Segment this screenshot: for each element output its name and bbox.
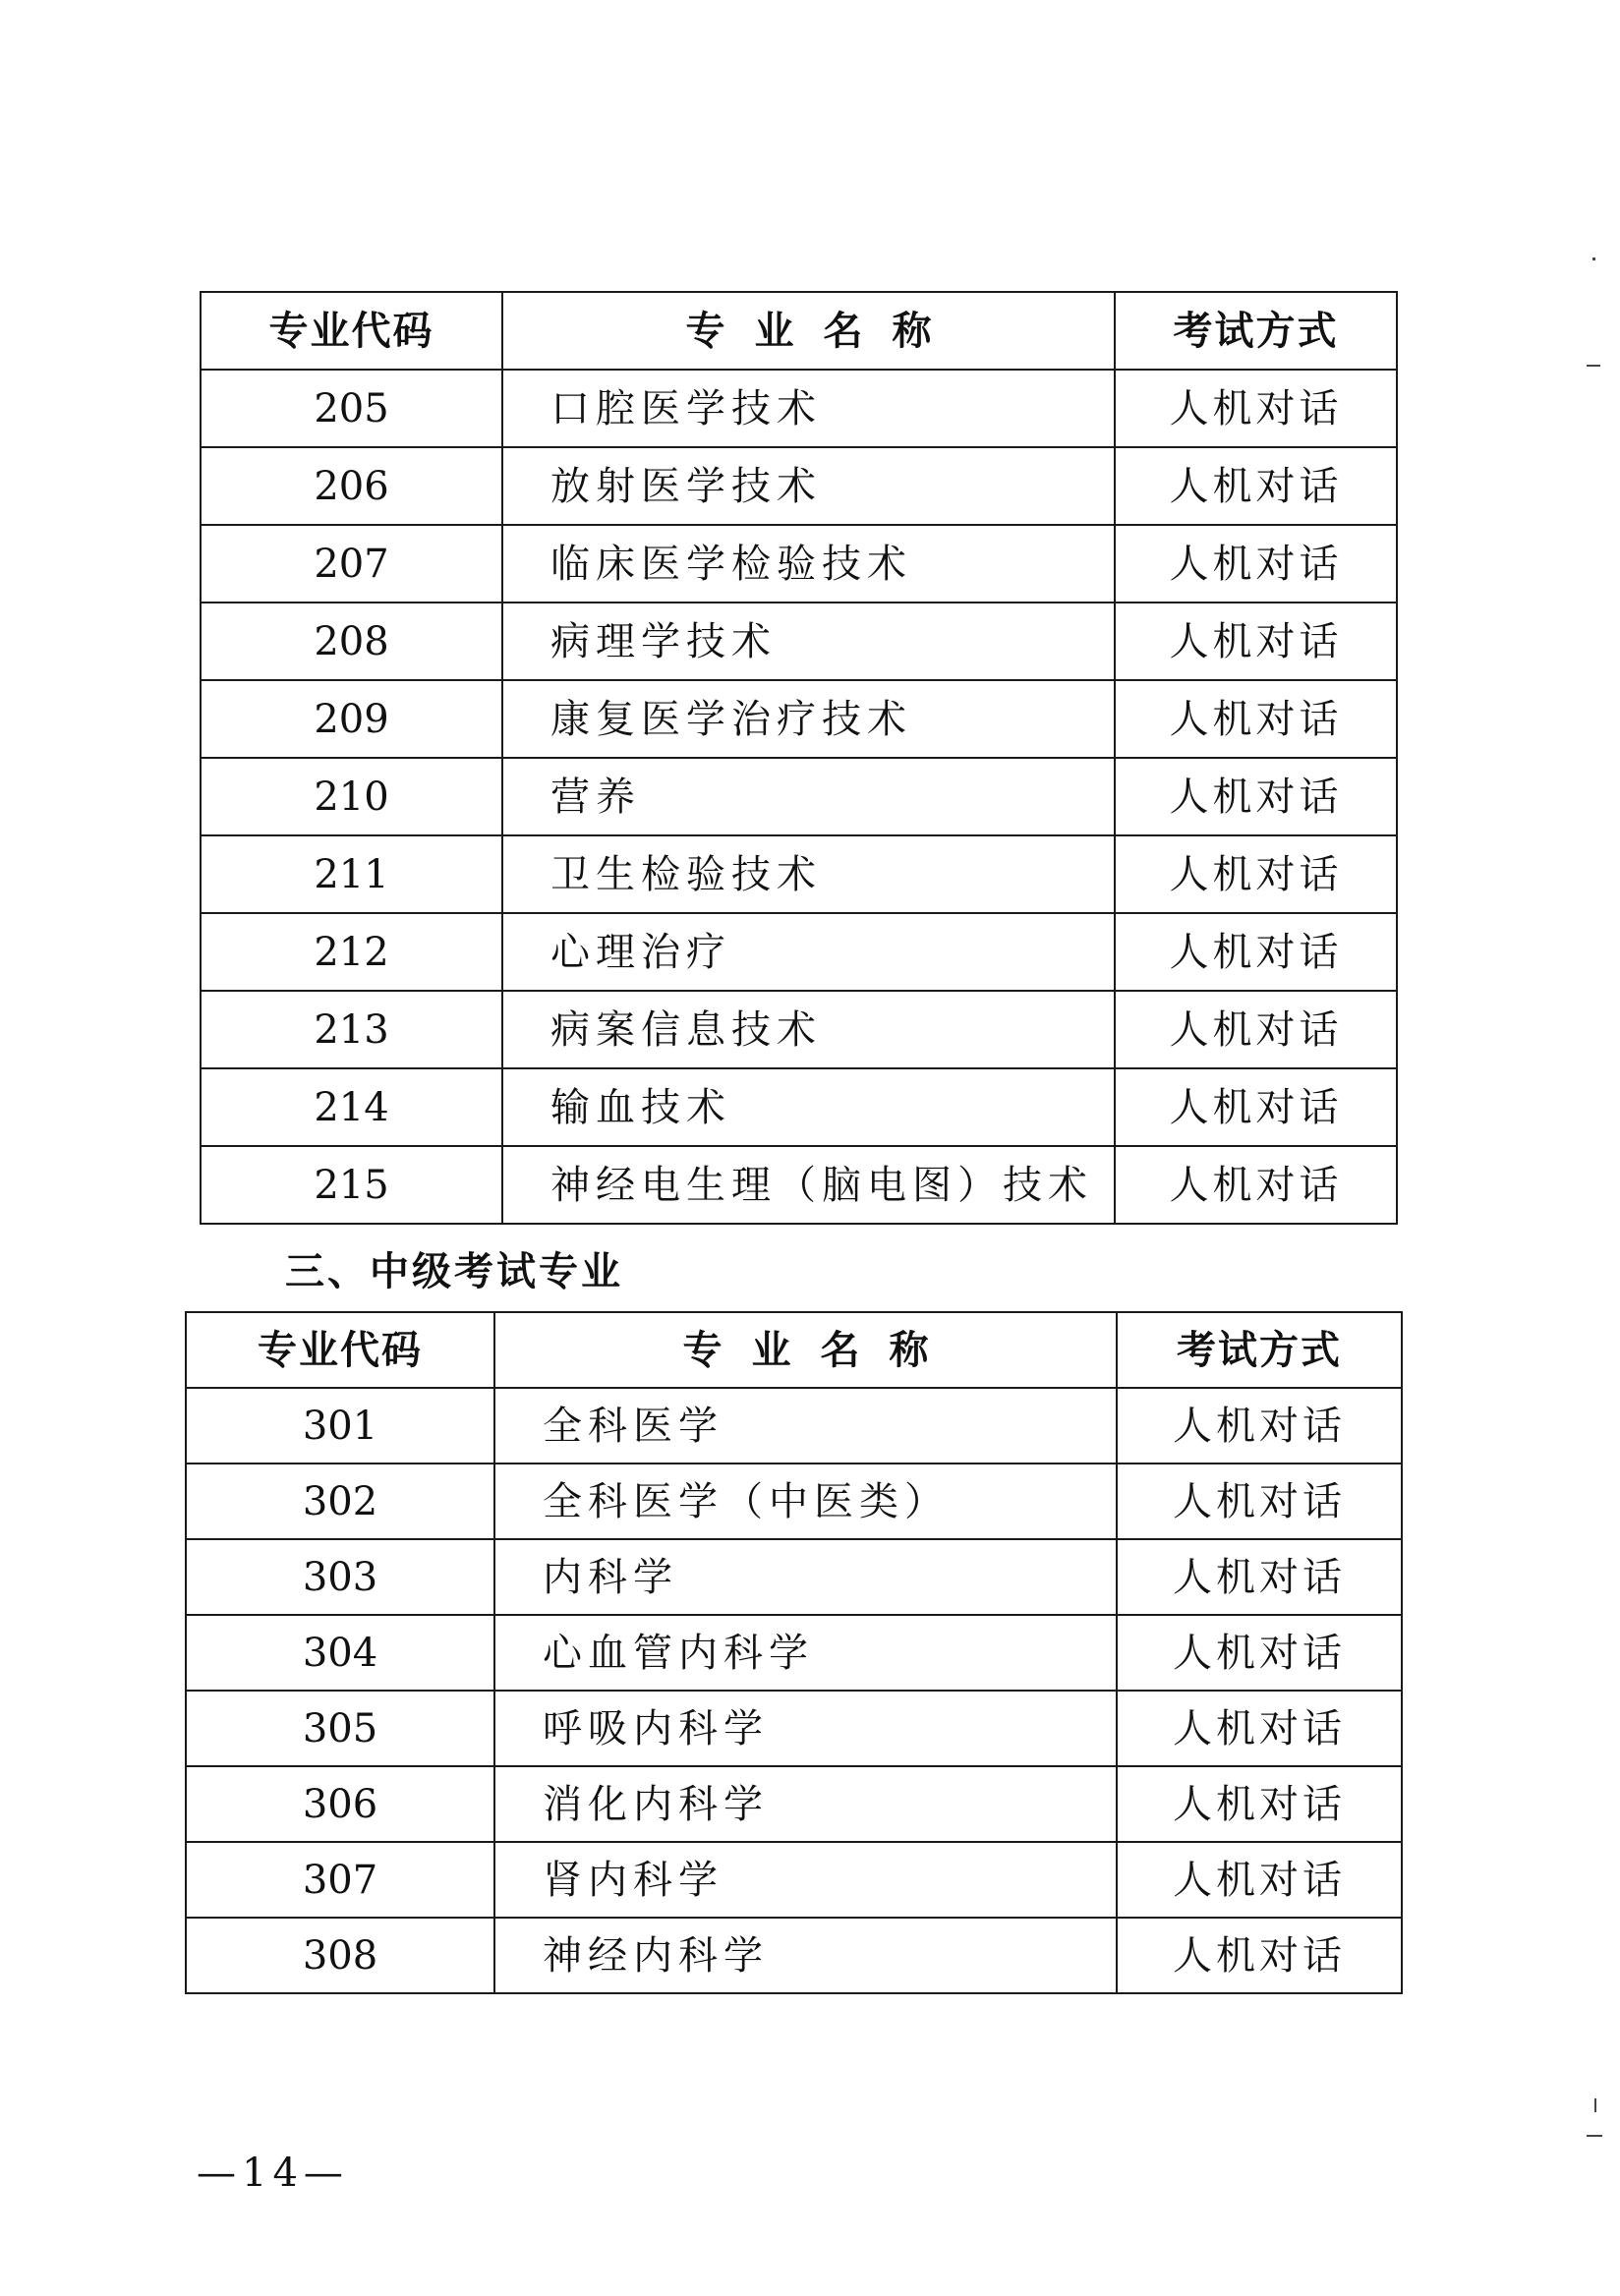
row-name: 全科医学（中医类）: [494, 1464, 1117, 1539]
row-method: 人机对话: [1115, 758, 1397, 835]
header-name: 专业名称: [494, 1312, 1117, 1388]
table-row: [201, 680, 1397, 758]
row-method: 人机对话: [1115, 447, 1397, 525]
row-code: 308: [186, 1918, 494, 1993]
row-name: 心理治疗: [502, 913, 1115, 991]
row-code: 302: [186, 1464, 494, 1539]
row-code: 305: [186, 1691, 494, 1766]
table-row: [186, 1842, 1402, 1918]
row-name: 康复医学治疗技术: [502, 680, 1115, 758]
row-method: 人机对话: [1115, 525, 1397, 603]
table-row: [186, 1615, 1402, 1691]
row-method: 人机对话: [1117, 1615, 1402, 1691]
header-code: 专业代码: [201, 292, 502, 370]
row-method: 人机对话: [1117, 1464, 1402, 1539]
row-name: 病案信息技术: [502, 991, 1115, 1068]
specialty-table-2: [185, 1311, 1403, 1994]
row-code: 207: [201, 525, 502, 603]
row-code: 206: [201, 447, 502, 525]
table-row: [201, 913, 1397, 991]
row-method: 人机对话: [1115, 1068, 1397, 1146]
row-name: 营养: [502, 758, 1115, 835]
row-code: 301: [186, 1388, 494, 1464]
row-code: 214: [201, 1068, 502, 1146]
table-row: [201, 1068, 1397, 1146]
row-name: 消化内科学: [494, 1766, 1117, 1842]
header-code: 专业代码: [186, 1312, 494, 1388]
row-name: 临床医学检验技术: [502, 525, 1115, 603]
table-row: [201, 525, 1397, 603]
specialty-table-1: [200, 291, 1398, 1225]
table-row: [201, 447, 1397, 525]
header-name: 专业名称: [502, 292, 1115, 370]
scan-mark: [1594, 2098, 1596, 2112]
section-heading-intermediate: 三、中级考试专业: [285, 1249, 623, 1294]
row-code: 211: [201, 835, 502, 913]
table-header-row: [201, 292, 1397, 370]
table-row: [201, 835, 1397, 913]
table-row: [186, 1464, 1402, 1539]
row-code: 304: [186, 1615, 494, 1691]
row-name: 放射医学技术: [502, 447, 1115, 525]
table-row: [201, 1146, 1397, 1224]
row-code: 212: [201, 913, 502, 991]
header-method: 考试方式: [1117, 1312, 1402, 1388]
row-code: 208: [201, 603, 502, 680]
scan-mark: [1587, 365, 1600, 367]
row-method: 人机对话: [1115, 603, 1397, 680]
page-number: —14—: [197, 2151, 349, 2196]
row-code: 210: [201, 758, 502, 835]
row-method: 人机对话: [1115, 680, 1397, 758]
row-name: 病理学技术: [502, 603, 1115, 680]
row-name: 输血技术: [502, 1068, 1115, 1146]
row-method: 人机对话: [1117, 1539, 1402, 1615]
row-name: 心血管内科学: [494, 1615, 1117, 1691]
row-method: 人机对话: [1117, 1918, 1402, 1993]
row-name: 全科医学: [494, 1388, 1117, 1464]
row-method: 人机对话: [1115, 835, 1397, 913]
table-row: [186, 1691, 1402, 1766]
row-name: 神经电生理（脑电图）技术: [502, 1146, 1115, 1224]
row-code: 303: [186, 1539, 494, 1615]
table-row: [201, 991, 1397, 1068]
row-code: 306: [186, 1766, 494, 1842]
row-code: 307: [186, 1842, 494, 1918]
table-row: [186, 1388, 1402, 1464]
table-row: [201, 603, 1397, 680]
row-code: 209: [201, 680, 502, 758]
row-method: 人机对话: [1117, 1388, 1402, 1464]
row-method: 人机对话: [1115, 991, 1397, 1068]
table-row: [186, 1918, 1402, 1993]
row-name: 肾内科学: [494, 1842, 1117, 1918]
row-method: 人机对话: [1115, 370, 1397, 447]
row-code: 215: [201, 1146, 502, 1224]
table-row: [201, 370, 1397, 447]
row-method: 人机对话: [1117, 1691, 1402, 1766]
table-row: [186, 1539, 1402, 1615]
table-row: [201, 758, 1397, 835]
scan-mark: [1592, 258, 1595, 260]
table-row: [186, 1766, 1402, 1842]
row-method: 人机对话: [1115, 913, 1397, 991]
row-name: 卫生检验技术: [502, 835, 1115, 913]
header-method: 考试方式: [1115, 292, 1397, 370]
row-code: 213: [201, 991, 502, 1068]
row-method: 人机对话: [1115, 1146, 1397, 1224]
row-name: 呼吸内科学: [494, 1691, 1117, 1766]
row-name: 口腔医学技术: [502, 370, 1115, 447]
row-code: 205: [201, 370, 502, 447]
row-name: 神经内科学: [494, 1918, 1117, 1993]
table-header-row: [186, 1312, 1402, 1388]
row-method: 人机对话: [1117, 1766, 1402, 1842]
row-name: 内科学: [494, 1539, 1117, 1615]
scan-mark: [1587, 2135, 1602, 2137]
row-method: 人机对话: [1117, 1842, 1402, 1918]
